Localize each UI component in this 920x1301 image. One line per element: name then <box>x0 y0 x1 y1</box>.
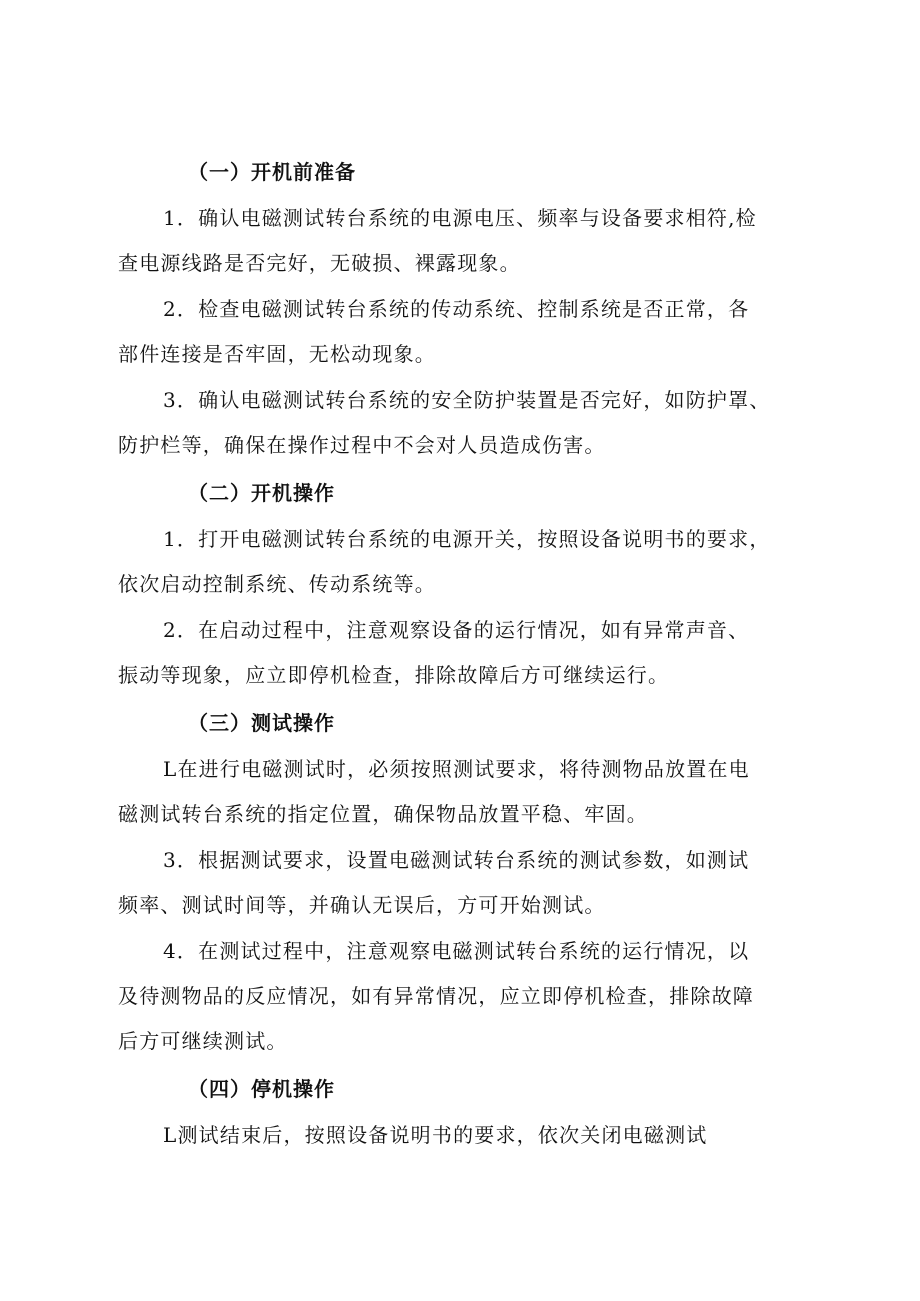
paragraph-line: L测试结束后，按照设备说明书的要求，依次关闭电磁测试 <box>163 1123 708 1147</box>
section-heading: （二）开机操作 <box>188 481 335 505</box>
paragraph-line: 2．在启动过程中，注意观察设备的运行情况，如有异常声音、 <box>163 618 750 642</box>
paragraph-line: 2．检查电磁测试转台系统的传动系统、控制系统是否正常，各 <box>163 297 750 321</box>
document-page <box>118 148 808 1158</box>
paragraph <box>118 517 808 607</box>
paragraph <box>118 1113 808 1158</box>
paragraph <box>118 378 808 468</box>
section-heading: （一）开机前准备 <box>188 160 356 184</box>
paragraph-line: 频率、测试时间等，并确认无误后，方可开始测试。 <box>118 893 606 917</box>
paragraph <box>118 838 808 928</box>
paragraph-line: L在进行电磁测试时，必须按照测试要求，将待测物品放置在电 <box>163 757 750 781</box>
paragraph <box>118 608 808 698</box>
section-heading: （三）测试操作 <box>188 711 335 735</box>
section-startup <box>118 469 808 698</box>
section-heading: （四）停机操作 <box>188 1077 335 1101</box>
paragraph-line: 1．打开电磁测试转台系统的电源开关，按照设备说明书的要求， <box>163 527 771 551</box>
paragraph-line: 查电源线路是否完好，无破损、裸露现象。 <box>118 251 521 275</box>
paragraph-line: 部件连接是否牢固，无松动现象。 <box>118 342 436 366</box>
section-shutdown <box>118 1065 808 1158</box>
paragraph <box>118 196 808 286</box>
section-testing <box>118 699 808 1064</box>
paragraph-line: 后方可继续测试。 <box>118 1029 288 1053</box>
paragraph-line: 磁测试转台系统的指定位置，确保物品放置平稳、牢固。 <box>118 802 648 826</box>
paragraph-line: 4．在测试过程中，注意观察电磁测试转台系统的运行情况，以 <box>163 939 750 963</box>
paragraph-line: 3．根据测试要求，设置电磁测试转台系统的测试参数，如测试 <box>163 848 750 872</box>
paragraph-line: 依次启动控制系统、传动系统等。 <box>118 572 436 596</box>
paragraph-line: 及待测物品的反应情况，如有异常情况，应立即停机检查，排除故障 <box>118 984 754 1008</box>
paragraph-line: 3．确认电磁测试转台系统的安全防护装置是否完好，如防护罩、 <box>163 388 771 412</box>
paragraph-line: 1．确认电磁测试转台系统的电源电压、频率与设备要求相符,检 <box>163 206 757 230</box>
paragraph <box>118 747 808 837</box>
section-pre-startup <box>118 148 808 468</box>
paragraph <box>118 287 808 377</box>
paragraph-line: 振动等现象，应立即停机检查，排除故障后方可继续运行。 <box>118 663 670 687</box>
paragraph-line: 防护栏等，确保在操作过程中不会对人员造成伤害。 <box>118 433 606 457</box>
paragraph <box>118 929 808 1064</box>
